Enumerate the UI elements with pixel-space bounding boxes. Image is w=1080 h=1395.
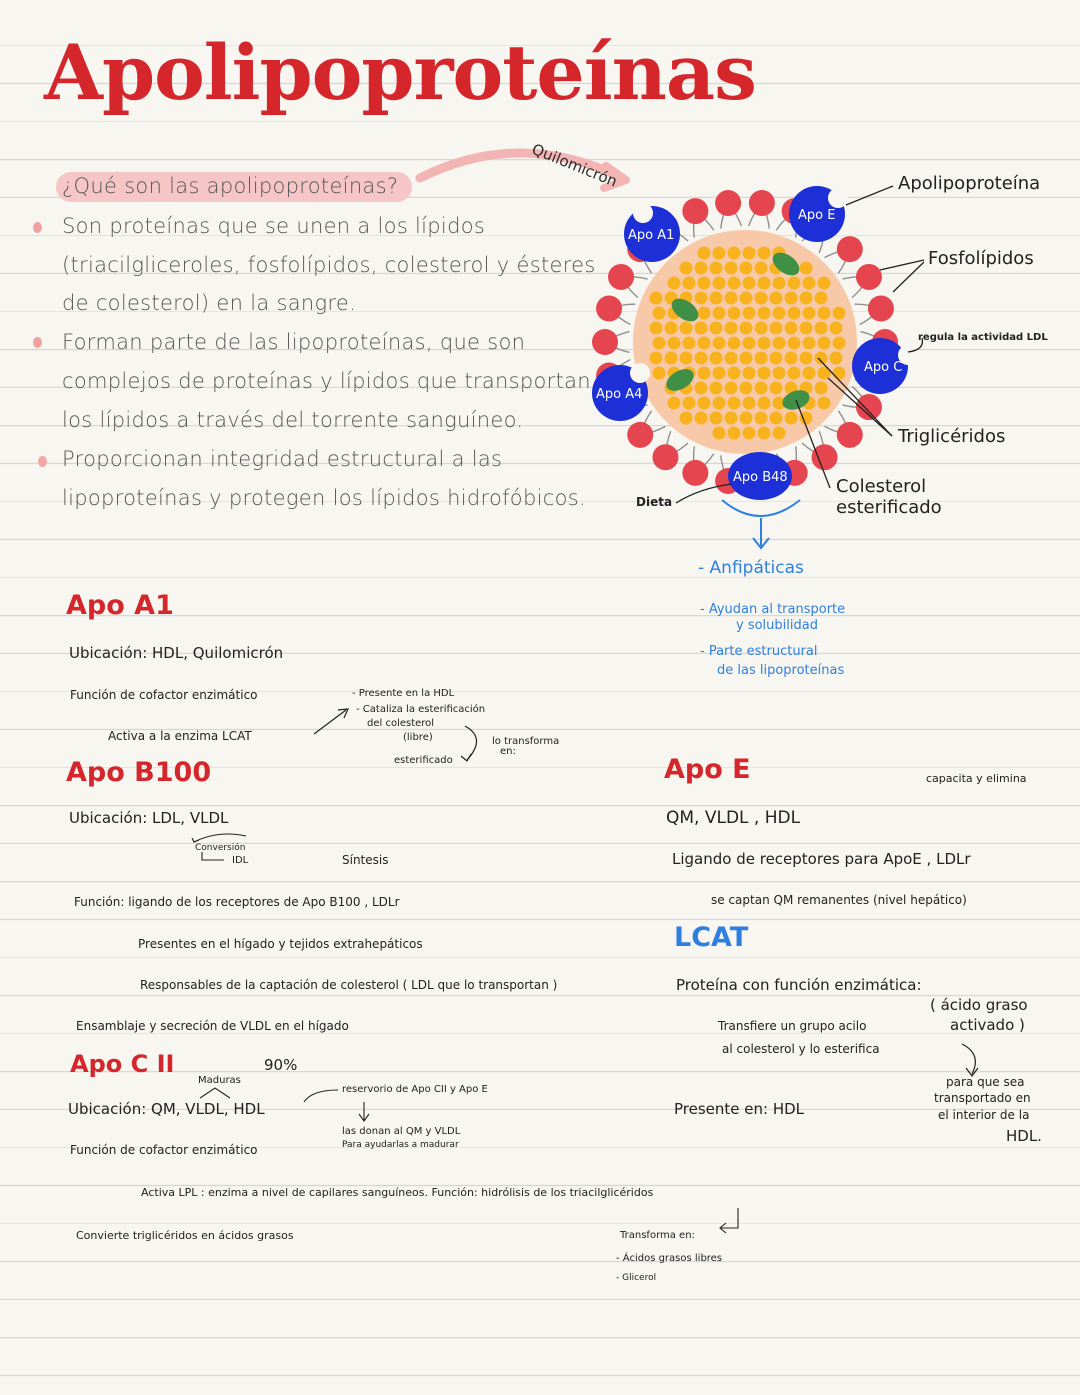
apo-a1-esterificado: esterificado bbox=[394, 755, 453, 766]
triglyceride-dot bbox=[758, 277, 771, 290]
triglyceride-dot bbox=[770, 352, 783, 365]
idl-label: IDL bbox=[232, 855, 249, 866]
triglyceride-dot bbox=[755, 352, 768, 365]
triglyceride-dot bbox=[758, 397, 771, 410]
apo-a4-label: Apo A4 bbox=[596, 387, 643, 402]
apo-a1-label: Apo A1 bbox=[628, 228, 675, 243]
triglyceride-dot bbox=[695, 292, 708, 305]
apo-e-label: Apo E bbox=[798, 208, 836, 223]
triglyceride-dot bbox=[773, 427, 786, 440]
triglyceride-dot bbox=[770, 322, 783, 335]
triglyceride-dot bbox=[680, 352, 693, 365]
triglyceride-dot bbox=[728, 397, 741, 410]
triglyceride-dot bbox=[785, 412, 798, 425]
triglyceride-dot bbox=[818, 307, 831, 320]
triglyceride-dot bbox=[698, 247, 711, 260]
apo-a1-funcion: Función de cofactor enzimático bbox=[70, 688, 258, 702]
phospholipid-head bbox=[682, 198, 708, 224]
apo-e-captan: se captan QM remanentes (nivel hepático) bbox=[711, 893, 967, 907]
triglyceride-dot bbox=[695, 382, 708, 395]
phospholipid-head bbox=[856, 264, 882, 290]
triglyceride-dot bbox=[803, 367, 816, 380]
lcat-transfiere-1: Transfiere un grupo acilo bbox=[718, 1019, 867, 1033]
apo-e-ligando: Ligando de receptores para ApoE , LDLr bbox=[672, 850, 971, 868]
blue-bracket bbox=[722, 500, 800, 516]
triglyceride-dot bbox=[710, 262, 723, 275]
triglyceride-dot bbox=[698, 367, 711, 380]
triglyceride-dot bbox=[650, 352, 663, 365]
triglyceride-dot bbox=[728, 367, 741, 380]
sintesis-label: Síntesis bbox=[342, 853, 389, 867]
apo-cii-activa: Activa LPL : enzima a nivel de capilares sanguíneos. Función: hidrólisis de los triacilglicéridos bbox=[141, 1186, 654, 1199]
colesterol-label: Colesterol bbox=[836, 476, 927, 497]
triglyceride-dot bbox=[695, 352, 708, 365]
phospholipid-head bbox=[868, 295, 894, 321]
lcat-para-1: para que sea bbox=[946, 1075, 1025, 1089]
triglyceride-dot bbox=[743, 247, 756, 260]
triglyceride-dot bbox=[788, 307, 801, 320]
triglyceride-dot bbox=[740, 292, 753, 305]
dieta-label: Dieta bbox=[636, 495, 673, 509]
apo-a1-libre: (libre) bbox=[403, 732, 433, 743]
triglyceride-dot bbox=[650, 292, 663, 305]
triglyceride-dot bbox=[755, 292, 768, 305]
apo-a1-curve-arrow bbox=[455, 722, 495, 766]
triglyceride-dot bbox=[680, 262, 693, 275]
apo-b100-ensamblaje: Ensamblaje y secreción de VLDL en el hígado bbox=[76, 1019, 349, 1033]
phospholipid-head bbox=[592, 329, 618, 355]
lcat-para-2: transportado en bbox=[934, 1091, 1031, 1105]
triglyceride-dot bbox=[788, 277, 801, 290]
phospholipid-head bbox=[812, 444, 838, 470]
phospholipid-head bbox=[627, 422, 653, 448]
triglyceride-dot bbox=[743, 367, 756, 380]
triglyceride-dot bbox=[788, 367, 801, 380]
triglyceride-dot bbox=[653, 367, 666, 380]
apo-a1-cataliza: - Cataliza la esterificación bbox=[356, 704, 486, 715]
triglyceride-dot bbox=[713, 337, 726, 350]
intro-line-7: Proporcionan integridad estructural a las bbox=[62, 447, 503, 471]
triglyceride-dot bbox=[740, 322, 753, 335]
note-estructural-text: Parte estructural bbox=[708, 644, 818, 659]
triglyceride-dot bbox=[710, 322, 723, 335]
triglyceride-dot bbox=[680, 322, 693, 335]
apo-a1-activa: Activa a la enzima LCAT bbox=[108, 729, 252, 743]
triglyceride-dot bbox=[755, 382, 768, 395]
triglyceride-dot bbox=[743, 397, 756, 410]
triglyceride-dot bbox=[725, 412, 738, 425]
apo-a1-heading: Apo A1 bbox=[66, 590, 174, 621]
page-title: Apolipoproteínas bbox=[44, 28, 756, 117]
apo-cii-ubicacion: Ubicación: QM, VLDL, HDL bbox=[68, 1100, 265, 1118]
triglyceride-dot bbox=[728, 337, 741, 350]
triglyceride-dot bbox=[800, 322, 813, 335]
triglyceride-dot bbox=[785, 322, 798, 335]
triglyceride-dot bbox=[758, 337, 771, 350]
triglyceride-dot bbox=[665, 322, 678, 335]
triglyceride-dot bbox=[743, 277, 756, 290]
triglyceride-dot bbox=[758, 307, 771, 320]
triglyceride-dot bbox=[800, 352, 813, 365]
lcat-heading: LCAT bbox=[674, 922, 749, 953]
apo-a1-presente: - Presente en la HDL bbox=[352, 688, 455, 699]
trigliceridos-label: Triglicéridos bbox=[898, 426, 1006, 447]
intro-line-2: (triacilgliceroles, fosfolípidos, colesterol y ésteres bbox=[62, 253, 596, 277]
phospholipid-head bbox=[682, 460, 708, 486]
apo-b48-label: Apo B48 bbox=[733, 470, 788, 485]
phospholipid-head bbox=[608, 264, 634, 290]
lcat-para-3: el interior de la bbox=[938, 1108, 1030, 1122]
phospholipid-head bbox=[749, 190, 775, 216]
apo-b100-ubicacion: Ubicación: LDL, VLDL bbox=[69, 809, 229, 827]
triglyceride-dot bbox=[698, 307, 711, 320]
triglyceride-dot bbox=[770, 292, 783, 305]
triglyceride-dot bbox=[713, 397, 726, 410]
para-ayudarlas-label: Para ayudarlas a madurar bbox=[342, 1140, 459, 1150]
apo-cii-porcentaje: 90% bbox=[264, 1056, 298, 1074]
triglyceride-dot bbox=[683, 337, 696, 350]
triglyceride-dot bbox=[668, 397, 681, 410]
note-lipoproteinas: de las lipoproteínas bbox=[717, 663, 845, 678]
triglyceride-dot bbox=[758, 427, 771, 440]
triglyceride-dot bbox=[758, 367, 771, 380]
las-donan-label: las donan al QM y VLDL bbox=[342, 1126, 461, 1137]
triglyceride-dot bbox=[653, 337, 666, 350]
triglyceride-dot bbox=[830, 322, 843, 335]
triglyceride-dot bbox=[803, 277, 816, 290]
apo-b100-funcion: Función: ligando de los receptores de Apo B100 , LDLr bbox=[74, 895, 400, 909]
apo-a1-colesterol: del colesterol bbox=[367, 718, 435, 729]
lcat-proteina: Proteína con función enzimática: bbox=[676, 976, 922, 994]
triglyceride-dot bbox=[728, 307, 741, 320]
triglyceride-dot bbox=[710, 412, 723, 425]
triglyceride-dot bbox=[818, 277, 831, 290]
phospholipid-head bbox=[596, 295, 622, 321]
triglyceride-dot bbox=[725, 352, 738, 365]
triglyceride-dot bbox=[698, 277, 711, 290]
triglyceride-dot bbox=[725, 292, 738, 305]
phospholipid-head bbox=[652, 444, 678, 470]
note-anfipaticas: - Anfipáticas bbox=[698, 558, 804, 578]
esterificado-label: esterificado bbox=[836, 497, 942, 518]
triglyceride-dot bbox=[815, 322, 828, 335]
triglyceride-dot bbox=[713, 427, 726, 440]
triglyceride-dot bbox=[743, 427, 756, 440]
triglyceride-dot bbox=[725, 382, 738, 395]
lcat-acido-2: activado ) bbox=[950, 1016, 1025, 1034]
note-transporte: - Ayudan al transporte bbox=[700, 602, 846, 617]
apo-c-label: Apo C bbox=[864, 360, 903, 375]
conversion-label: Conversión bbox=[195, 843, 246, 853]
note-anfipaticas-text: Anfipáticas bbox=[709, 558, 804, 578]
triglyceride-dot bbox=[755, 322, 768, 335]
triglyceride-dot bbox=[800, 292, 813, 305]
triglyceride-dot bbox=[710, 292, 723, 305]
intro-line-5: complejos de proteínas y lípidos que transportan bbox=[62, 369, 591, 393]
triglyceride-dot bbox=[815, 292, 828, 305]
triglyceride-dot bbox=[698, 397, 711, 410]
triglyceride-dot bbox=[683, 277, 696, 290]
triglyceride-dot bbox=[683, 397, 696, 410]
triglyceride-dot bbox=[818, 397, 831, 410]
triglyceride-dot bbox=[713, 307, 726, 320]
triglyceride-dot bbox=[740, 412, 753, 425]
intro-line-1: Son proteínas que se unen a los lípidos bbox=[62, 214, 486, 238]
triglyceride-dot bbox=[815, 352, 828, 365]
triglyceride-dot bbox=[740, 262, 753, 275]
triglyceride-dot bbox=[668, 337, 681, 350]
leader-line bbox=[846, 186, 893, 205]
regula-ldl-note: regula la actividad LDL bbox=[918, 332, 1048, 343]
lcat-arrow bbox=[958, 1040, 988, 1080]
triglyceride-dot bbox=[728, 247, 741, 260]
intro-line-3: de colesterol) en la sangre. bbox=[62, 291, 357, 315]
apo-a1-ubicacion: Ubicación: HDL, Quilomicrón bbox=[69, 644, 284, 662]
triglyceride-dot bbox=[773, 337, 786, 350]
triglyceride-dot bbox=[785, 352, 798, 365]
quilomicron-label: Quilomicrón bbox=[529, 140, 620, 191]
maduras-label: Maduras bbox=[198, 1075, 241, 1086]
phospholipid-head bbox=[837, 422, 863, 448]
lcat-presente: Presente en: HDL bbox=[674, 1100, 805, 1118]
intro-line-6: los lípidos a través del torrente sanguíneo. bbox=[62, 408, 524, 432]
triglyceride-dot bbox=[773, 307, 786, 320]
triglyceride-dot bbox=[773, 277, 786, 290]
triglyceride-dot bbox=[755, 412, 768, 425]
triglyceride-dot bbox=[830, 352, 843, 365]
triglyceride-dot bbox=[680, 412, 693, 425]
apo-cii-heading: Apo C II bbox=[70, 1050, 175, 1078]
transforma-en-label: Transforma en: bbox=[620, 1230, 695, 1241]
question-highlight: ¿Qué son las apolipoproteínas? bbox=[56, 172, 412, 202]
apo-a1-transforma: lo transforma bbox=[492, 736, 560, 747]
triglyceride-dot bbox=[728, 277, 741, 290]
apo-a1-en: en: bbox=[500, 746, 516, 757]
triglyceride-dot bbox=[833, 367, 846, 380]
lcat-para-4: HDL. bbox=[1006, 1127, 1042, 1145]
triglyceride-dot bbox=[815, 382, 828, 395]
triglyceride-dot bbox=[803, 307, 816, 320]
triglyceride-dot bbox=[818, 337, 831, 350]
fosfolipidos-label: Fosfolípidos bbox=[928, 248, 1034, 269]
triglyceride-dot bbox=[758, 247, 771, 260]
triglyceride-dot bbox=[725, 322, 738, 335]
lcat-acido-1: ( ácido graso bbox=[930, 996, 1028, 1014]
triglyceride-dot bbox=[833, 307, 846, 320]
capacita-label: capacita y elimina bbox=[926, 772, 1027, 785]
triglyceride-dot bbox=[710, 352, 723, 365]
acidos-grasos-label: - Ácidos grasos libres bbox=[616, 1253, 723, 1264]
triglyceride-dot bbox=[803, 337, 816, 350]
triglyceride-dot bbox=[743, 337, 756, 350]
triglyceride-dot bbox=[770, 412, 783, 425]
reservorio-label: reservorio de Apo CII y Apo E bbox=[342, 1084, 488, 1095]
triglyceride-dot bbox=[740, 352, 753, 365]
note-solubilidad: y solubilidad bbox=[736, 618, 818, 633]
triglyceride-dot bbox=[725, 262, 738, 275]
apo-cii-convierte: Convierte triglicéridos en ácidos grasos bbox=[76, 1229, 294, 1242]
apo-b100-heading: Apo B100 bbox=[66, 757, 212, 788]
triglyceride-dot bbox=[713, 277, 726, 290]
triglyceride-dot bbox=[695, 262, 708, 275]
apo-b100-responsables: Responsables de la captación de colesterol ( LDL que lo transportan ) bbox=[140, 978, 558, 992]
note-estructural: - Parte estructural bbox=[700, 644, 818, 659]
phospholipid-head bbox=[715, 190, 741, 216]
transforma-arrow bbox=[716, 1206, 746, 1236]
intro-line-8: lipoproteínas y protegen los lípidos hidrofóbicos. bbox=[62, 486, 586, 510]
phospholipid-head bbox=[837, 236, 863, 262]
triglyceride-dot bbox=[650, 322, 663, 335]
lcat-transfiere-2: al colesterol y lo esterifica bbox=[722, 1042, 880, 1056]
triglyceride-dot bbox=[653, 307, 666, 320]
triglyceride-dot bbox=[800, 262, 813, 275]
intro-line-4: Forman parte de las lipoproteínas, que son bbox=[62, 330, 526, 354]
triglyceride-dot bbox=[710, 382, 723, 395]
triglyceride-dot bbox=[773, 367, 786, 380]
apolipoproteina-label: Apolipoproteína bbox=[898, 173, 1041, 194]
triglyceride-dot bbox=[788, 337, 801, 350]
triglyceride-dot bbox=[665, 352, 678, 365]
triglyceride-dot bbox=[740, 382, 753, 395]
note-transporte-text: Ayudan al transporte bbox=[708, 602, 846, 617]
triglyceride-dot bbox=[728, 427, 741, 440]
triglyceride-dot bbox=[668, 277, 681, 290]
triglyceride-dot bbox=[713, 367, 726, 380]
triglyceride-dot bbox=[743, 307, 756, 320]
apo-e-heading: Apo E bbox=[664, 754, 751, 785]
triglyceride-dot bbox=[770, 382, 783, 395]
triglyceride-dot bbox=[713, 247, 726, 260]
apo-e-ubicacion: QM, VLDL , HDL bbox=[666, 808, 801, 828]
triglyceride-dot bbox=[695, 322, 708, 335]
apo-b100-presente: Presentes en el hígado y tejidos extrahepáticos bbox=[138, 937, 423, 951]
triglyceride-dot bbox=[755, 262, 768, 275]
apo-cii-funcion: Función de cofactor enzimático bbox=[70, 1143, 258, 1157]
glicerol-label: - Glicerol bbox=[616, 1273, 657, 1283]
triglyceride-dot bbox=[698, 337, 711, 350]
triglyceride-dot bbox=[695, 412, 708, 425]
triglyceride-dot bbox=[833, 337, 846, 350]
triglyceride-dot bbox=[785, 292, 798, 305]
